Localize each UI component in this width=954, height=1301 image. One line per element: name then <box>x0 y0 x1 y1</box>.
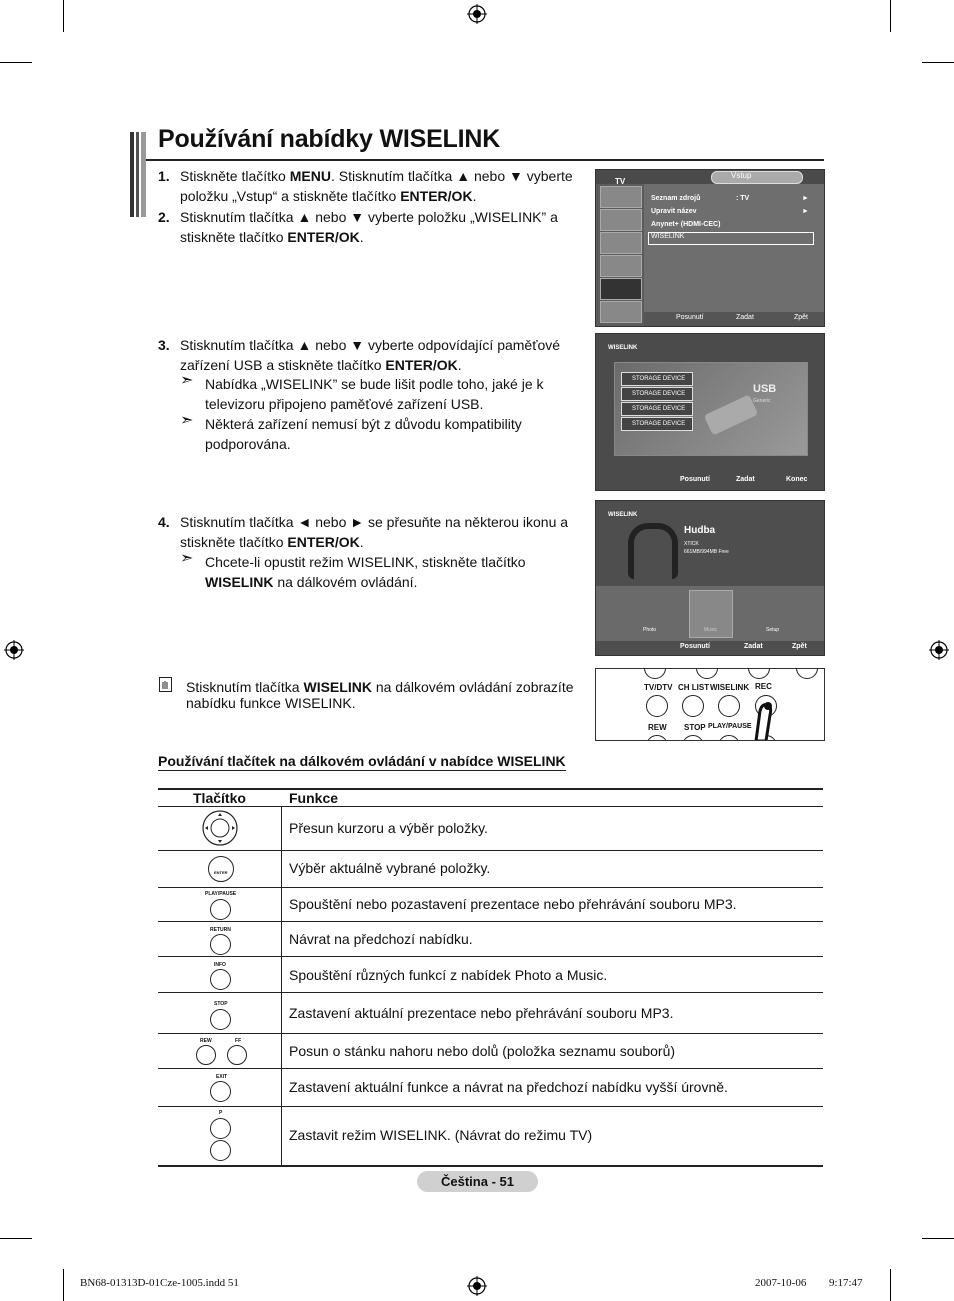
title-rule <box>146 159 824 161</box>
col-header-button: Tlačítko <box>193 790 246 806</box>
play-pause-button-icon <box>210 899 231 920</box>
print-file-info: BN68-01313D-01Cze-1005.indd 51 <box>80 1277 239 1289</box>
registration-mark-icon <box>4 640 24 660</box>
note-hand-icon <box>159 677 172 692</box>
page-number-badge: Čeština - 51 <box>417 1171 538 1192</box>
registration-mark-icon <box>467 4 487 24</box>
table-row: STOP Zastavení aktuální prezentace nebo přehrávání souboru MP3. <box>158 993 823 1034</box>
table-row: Přesun kurzoru a výběr položky. <box>158 807 823 851</box>
table-row: P Zastavit režim WISELINK. (Návrat do režimu TV) <box>158 1107 823 1167</box>
return-button-icon <box>210 934 231 955</box>
print-date-info: 2007-10-06    9:17:47 <box>755 1277 863 1289</box>
table-row: INFO Spouštění různých funkcí z nabídek Photo a Music. <box>158 957 823 993</box>
table-top-rule <box>158 788 823 790</box>
stop-button-icon <box>210 1009 231 1030</box>
table-row: EXIT Zastavení aktuální funkce a návrat na předchozí nabídku vyšší úrovně. <box>158 1069 823 1107</box>
crop-mark <box>63 1269 64 1301</box>
registration-mark-icon <box>929 640 949 660</box>
info-button-icon <box>210 969 231 990</box>
crop-mark <box>890 1269 891 1301</box>
col-header-function: Funkce <box>289 790 339 806</box>
tv-input-menu-screenshot: Vstup TV Seznam zdrojů : TV ► Upravit název ► Anynet+ (HDMI-CEC) WISELINK Posunutí Zadat Zpět <box>595 169 825 327</box>
table-row: REW FF Posun o stánku nahoru nebo dolů (položka seznamu souborů) <box>158 1034 823 1069</box>
table-row: RETURN Návrat na předchozí nabídku. <box>158 922 823 957</box>
crop-mark <box>63 0 64 32</box>
enter-button-icon <box>208 856 234 882</box>
note-arrow-icon: ➣ <box>180 412 194 429</box>
registration-mark-icon <box>467 1276 487 1296</box>
title-decoration <box>130 132 146 217</box>
crop-mark <box>0 1238 32 1239</box>
pointing-hand-icon <box>746 697 782 741</box>
table-heading: Používání tlačítek na dálkovém ovládání v nabídce WISELINK <box>158 753 566 769</box>
crop-mark <box>922 62 954 63</box>
crop-mark <box>922 1238 954 1239</box>
note-arrow-icon: ➣ <box>180 372 194 389</box>
channel-down-icon <box>210 1140 231 1161</box>
table-row: ENTER Výběr aktuálně vybrané položky. <box>158 851 823 888</box>
navigation-pad-icon <box>201 809 239 847</box>
rew-button-icon <box>196 1045 216 1065</box>
wiselink-main-menu-screenshot: WISELINK Hudba XTICK 661MB/994MB Free Photo Music Setup Posunutí Zadat Zpět <box>595 500 825 656</box>
note-arrow-icon: ➣ <box>180 550 194 567</box>
remote-note: Stisknutím tlačítka WISELINK na dálkovém ovládání zobrazíte nabídku funkce WISELINK. <box>186 679 574 711</box>
channel-up-icon <box>210 1118 231 1139</box>
page-title: Používání nabídky WISELINK <box>158 125 501 153</box>
ff-button-icon <box>227 1045 247 1065</box>
table-row: PLAY/PAUSE Spouštění nebo pozastavení prezentace nebo přehrávání souboru MP3. <box>158 888 823 922</box>
crop-mark <box>0 62 32 63</box>
exit-button-icon <box>210 1081 231 1102</box>
crop-mark <box>890 0 891 32</box>
wiselink-device-screenshot: WISELINK STORAGE DEVICE STORAGE DEVICE STORAGE DEVICE STORAGE DEVICE USB Generic Posunutí Zadat Konec <box>595 333 825 491</box>
remote-control-illustration: TV/DTV CH LIST WISELINK REC REW STOP PLAY/PAUSE <box>595 668 825 741</box>
